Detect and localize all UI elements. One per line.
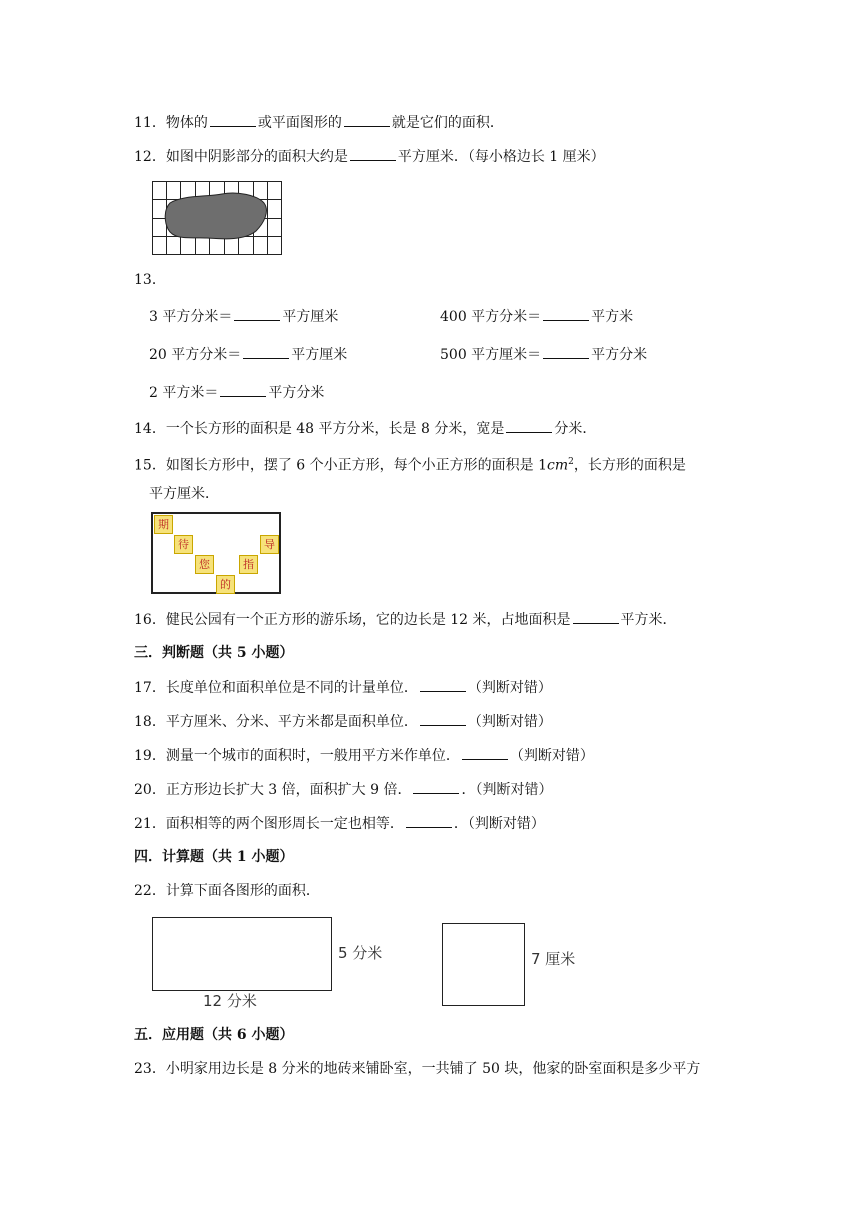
answer-blank[interactable] [243, 344, 289, 359]
question-15-cont: 平方厘米． [149, 486, 219, 502]
rectangle-width-label: 12 分米 [203, 992, 257, 1010]
answer-blank[interactable] [413, 779, 459, 794]
conversion-item: 500 平方厘米＝ 平方分米 [440, 344, 647, 365]
question-11: 11．物体的 或平面图形的 就是它们的面积． [134, 112, 504, 133]
question-14: 14．一个长方形的面积是 48 平方分米，长是 8 分米，宽是 分米． [134, 418, 596, 439]
question-23: 23．小明家用边长是 8 分米的地砖来铺卧室，一共铺了 50 块，他家的卧室面积是多少平方 [134, 1061, 701, 1077]
shaded-region [165, 193, 266, 239]
square-side-label: 7 厘米 [531, 950, 576, 968]
question-number: 12． [134, 149, 166, 165]
section-heading: 三．判断题（共 5 小题） [134, 645, 294, 661]
question-number: 20． [134, 782, 166, 798]
question-22: 22．计算下面各图形的面积． [134, 883, 320, 899]
question-20: 20．正方形边长扩大 3 倍，面积扩大 9 倍． ．（判断对错） [134, 779, 552, 800]
question-13 [134, 270, 166, 290]
question-number: 23． [134, 1061, 166, 1077]
tile: 待 [174, 535, 193, 554]
conversion-item: 20 平方分米＝ 平方厘米 [149, 344, 347, 365]
rectangle-height-label: 5 分米 [338, 944, 383, 962]
rectangle-with-tiles-figure [151, 512, 281, 594]
answer-blank[interactable] [350, 146, 396, 161]
tile: 指 [239, 555, 258, 574]
tile: 导 [260, 535, 279, 554]
answer-blank[interactable] [420, 677, 466, 692]
answer-blank[interactable] [220, 382, 266, 397]
question-number: 17． [134, 680, 166, 696]
section-heading: 四．计算题（共 1 小题） [134, 849, 294, 865]
shaded-grid-figure [152, 181, 282, 255]
conversion-item: 400 平方分米＝ 平方米 [440, 306, 633, 327]
question-21: 21．面积相等的两个图形周长一定也相等． ．（判断对错） [134, 813, 545, 834]
question-number: 16． [134, 612, 166, 628]
answer-blank[interactable] [573, 609, 619, 624]
rectangle-figure [152, 917, 332, 991]
answer-blank[interactable] [543, 344, 589, 359]
question-number: 22． [134, 883, 166, 899]
answer-blank[interactable] [210, 112, 256, 127]
question-number: 15． [134, 457, 166, 474]
answer-blank[interactable] [543, 306, 589, 321]
section-heading: 五．应用题（共 6 小题） [134, 1027, 294, 1043]
question-number: 18． [134, 714, 166, 730]
answer-blank[interactable] [420, 711, 466, 726]
tile: 期 [154, 515, 173, 534]
conversion-item: 3 平方分米＝ 平方厘米 [149, 306, 338, 327]
question-number: 21． [134, 816, 166, 832]
conversion-item: 2 平方米＝ 平方分米 [149, 382, 324, 403]
question-19: 19．测量一个城市的面积时，一般用平方米作单位． （判断对错） [134, 745, 594, 766]
tile: 的 [216, 575, 235, 594]
question-17: 17．长度单位和面积单位是不同的计量单位． （判断对错） [134, 677, 552, 698]
answer-blank[interactable] [506, 418, 552, 433]
question-15: 15．如图长方形中，摆了 6 个小正方形，每个小正方形的面积是 $1cm^2$，长方形的面积是 [134, 457, 686, 474]
question-number: 11． [134, 115, 166, 131]
question-18: 18．平方厘米、分米、平方米都是面积单位． （判断对错） [134, 711, 552, 732]
answer-blank[interactable] [234, 306, 280, 321]
answer-blank[interactable] [462, 745, 508, 760]
question-number: 19． [134, 748, 166, 764]
question-number: 13． [134, 272, 166, 288]
answer-blank[interactable] [344, 112, 390, 127]
question-number: 14． [134, 421, 166, 437]
square-figure [442, 923, 525, 1006]
tile: 您 [195, 555, 214, 574]
answer-blank[interactable] [406, 813, 452, 828]
question-12: 12．如图中阴影部分的面积大约是 平方厘米．（每小格边长 1 厘米） [134, 146, 605, 167]
question-16: 16．健民公园有一个正方形的游乐场，它的边长是 12 米，占地面积是 平方米． [134, 609, 677, 630]
